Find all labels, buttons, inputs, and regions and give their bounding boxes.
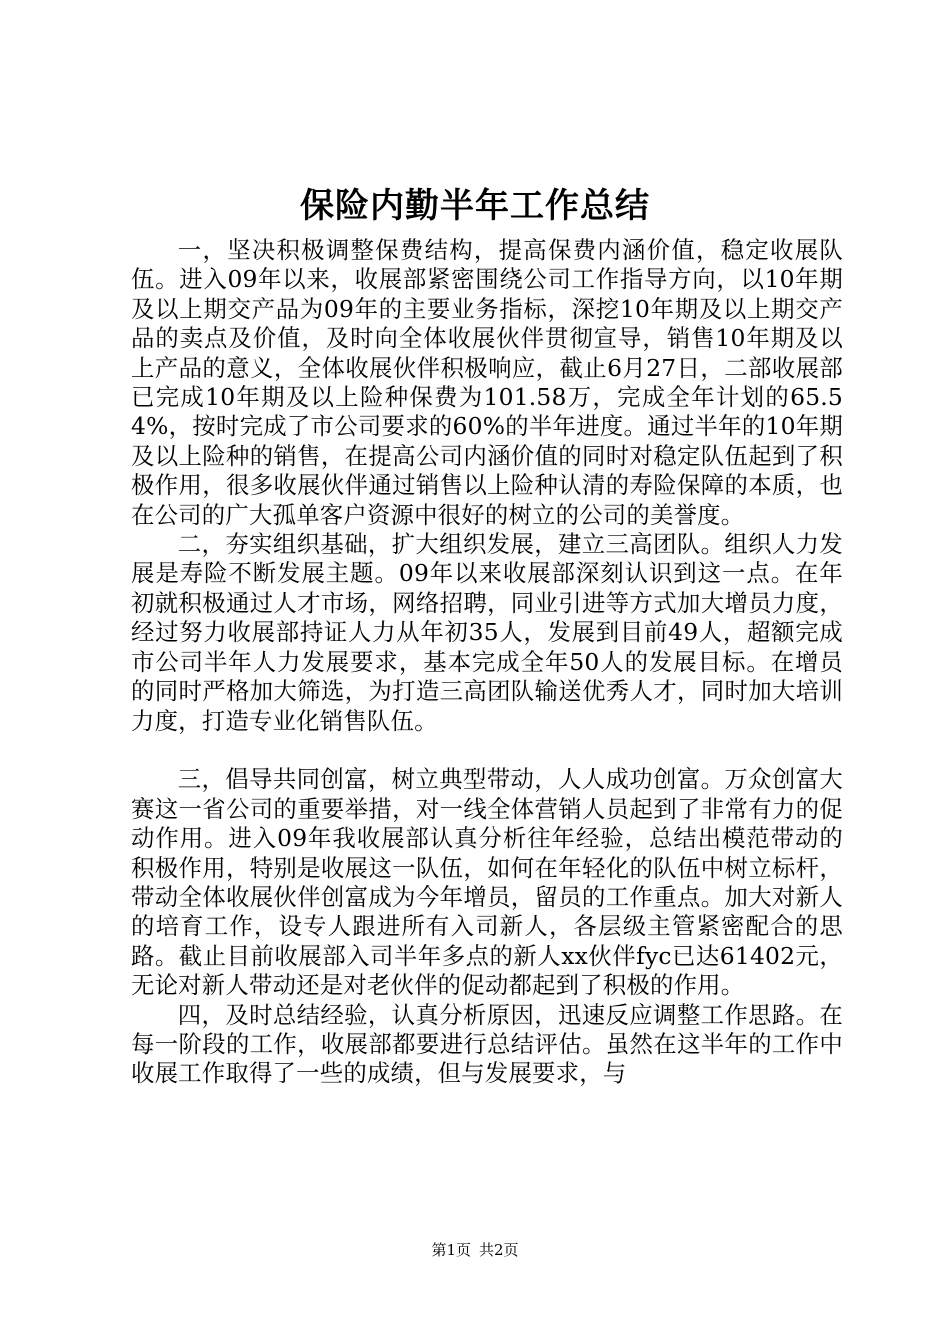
paragraph-2: 二，夯实组织基础，扩大组织发展，建立三高团队。组织人力发展是寿险不断发展主题。09年以来收展部深刻认识到这一点。在年初就积极通过人才市场，网络招聘，同业引进等方式加大增员力度，经过努力收展部持证人力从年初35人，发展到目前49人，超额完成市公司半年人力发展要求，基本完成全年50人的发展目标。在增员的同时严格加大筛选，为打造三高团队输送优秀人才，同时加大培训力度，打造专业化销售队伍。 <box>131 530 843 735</box>
page-number: 第1页 <box>431 1241 471 1259</box>
paragraph-spacer <box>131 736 843 765</box>
page-footer <box>0 1240 950 1260</box>
document-title: 保险内勤半年工作总结 <box>300 186 650 226</box>
paragraph-1: 一，坚决积极调整保费结构，提高保费内涵价值，稳定收展队伍。进入09年以来，收展部紧密围绕公司工作指导方向，以10年期及以上期交产品为09年的主要业务指标，深挖10年期及以上期交产品的卖点及价值，及时向全体收展伙伴贯彻宣导，销售10年期及以上产品的意义，全体收展伙伴积极响应，截止6月27日，二部收展部已完成10年期及以上险种保费为101.58万，完成全年计划的65.54%，按时完成了市公司要求的60%的半年进度。通过半年的10年期及以上险种的销售，在提高公司内涵价值的同时对稳定队伍起到了积极作用，很多收展伙伴通过销售以上险种认清的寿险保障的本质，也在公司的广大孤单客户资源中很好的树立的公司的美誉度。 <box>131 236 843 529</box>
paragraph-3: 三，倡导共同创富，树立典型带动，人人成功创富。万众创富大赛这一省公司的重要举措，对一线全体营销人员起到了非常有力的促动作用。进入09年我收展部认真分析往年经验，总结出模范带动的积极作用，特别是收展这一队伍，如何在年轻化的队伍中树立标杆，带动全体收展伙伴创富成为今年增员，留员的工作重点。加大对新人的培育工作，设专人跟进所有入司新人，各层级主管紧密配合的思路。截止目前收展部入司半年多点的新人xx伙伴fyc已达61402元，无论对新人带动还是对老伙伴的促动都起到了积极的作用。 <box>131 765 843 1000</box>
page-total: 共2页 <box>479 1241 519 1259</box>
document-body <box>131 236 843 1089</box>
paragraph-4: 四，及时总结经验，认真分析原因，迅速反应调整工作思路。在每一阶段的工作，收展部都要进行总结评估。虽然在这半年的工作中收展工作取得了一些的成绩，但与发展要求，与 <box>131 1000 843 1088</box>
